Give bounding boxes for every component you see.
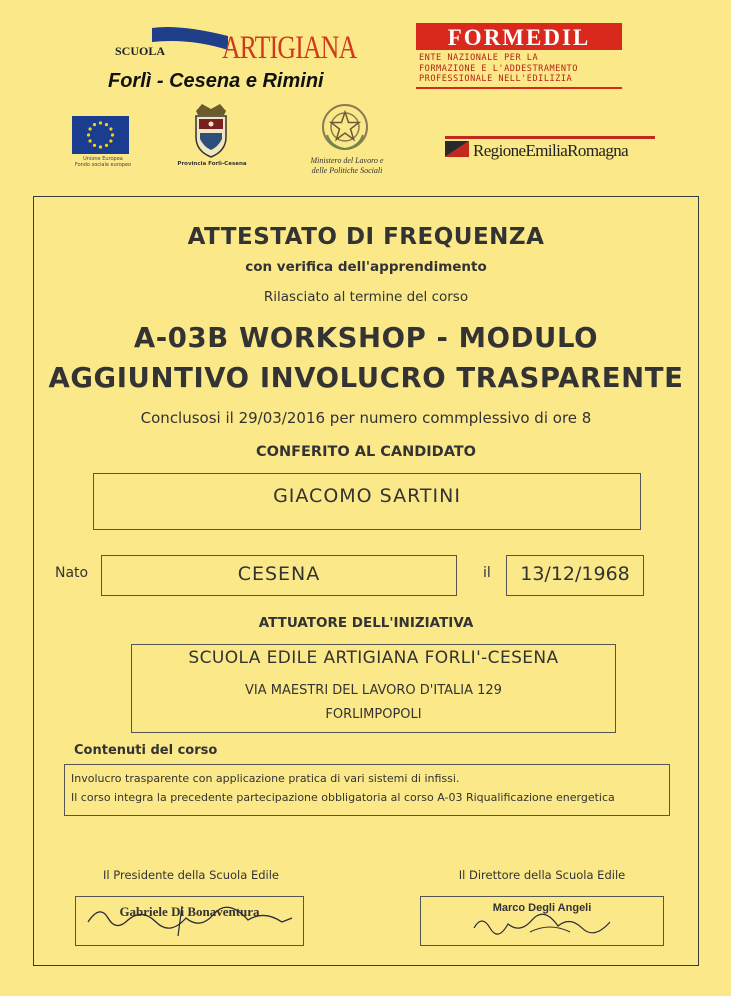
formedil-line-3: PROFESSIONALE NELL'EDILIZIA	[419, 74, 573, 84]
certificate-title: ATTESTATO DI FREQUENZA	[187, 224, 545, 250]
completion-statement: Conclusosi il 29/03/2016 per numero commplessivo di ore 8	[140, 409, 592, 427]
implementer-label: ATTUATORE DELL'INIZIATIVA	[258, 615, 474, 631]
candidate-name: GIACOMO SARTINI	[273, 485, 461, 507]
school-name: SCUOLA EDILE ARTIGIANA FORLI'-CESENA	[188, 648, 559, 668]
issued-statement: Rilasciato al termine del corso	[263, 289, 469, 305]
date-label: il	[483, 565, 491, 581]
formedil-underline	[416, 87, 622, 89]
president-signature-name: Gabriele Di Bonaventura	[119, 904, 260, 919]
logo-word-edile: EDILE	[172, 44, 210, 58]
logo-location: Forlì - Cesena e Rimini	[108, 70, 324, 92]
formedil-subtitle	[419, 53, 622, 85]
ministero-caption-line-1: Ministero del Lavoro e	[310, 156, 384, 165]
certificate-subtitle: con verifica dell'apprendimento	[245, 259, 487, 275]
director-signature-scribble-icon	[470, 908, 620, 938]
formedil-name: FORMEDIL	[447, 25, 591, 50]
course-title-line-1: A-03B WORKSHOP - MODULO	[133, 322, 599, 354]
ministero-caption	[292, 156, 402, 176]
birthplace: CESENA	[237, 563, 321, 585]
contents-line-2: Il corso integra la precedente partecipazione obbligatoria al corso A-03 Riqualificazione energetica	[71, 791, 615, 804]
regione-name: RegioneEmiliaRomagna	[473, 141, 629, 160]
logo-word-scuola: SCUOLA	[115, 44, 166, 58]
president-signature-scribble-icon	[82, 900, 297, 940]
course-title	[33, 318, 699, 398]
regione-rule	[445, 136, 655, 139]
formedil-line-1: ENTE NAZIONALE PER LA	[419, 53, 539, 63]
director-label: Il Direttore della Scuola Edile	[458, 868, 626, 882]
formedil-line-2: FORMAZIONE E L'ADDESTRAMENTO	[419, 63, 578, 74]
eu-caption	[64, 156, 142, 168]
school-address: VIA MAESTRI DEL LAVORO D'ITALIA 129	[245, 683, 502, 698]
provincia-caption: Provincia Forlì-Cesena	[177, 161, 247, 167]
eu-caption-line-1: Unione Europea	[83, 156, 123, 162]
born-label: Nato	[55, 565, 89, 581]
conferred-label: CONFERITO AL CANDIDATO	[255, 444, 477, 460]
logo-word-artigiana: ARTIGIANA	[222, 30, 357, 66]
contents-line-1: Involucro trasparente con applicazione pratica di vari sistemi di infissi.	[71, 772, 460, 785]
provincia-crest-icon	[188, 101, 234, 159]
regione-flag-icon	[445, 141, 469, 157]
president-label: Il Presidente della Scuola Edile	[103, 868, 279, 882]
contents-label: Contenuti del corso	[74, 743, 218, 758]
italian-republic-emblem-icon	[319, 101, 371, 153]
ministero-caption-line-2: delle Politiche Sociali	[311, 166, 383, 175]
eu-flag-icon	[72, 116, 129, 154]
birthdate: 13/12/1968	[520, 563, 630, 585]
school-town: FORLIMPOPOLI	[325, 707, 422, 722]
director-signature-name: Marco Degli Angeli	[492, 902, 592, 914]
eu-stars-icon	[72, 116, 129, 154]
course-title-line-2: AGGIUNTIVO INVOLUCRO TRASPARENTE	[48, 362, 684, 394]
eu-caption-line-2: Fondo sociale europeo	[74, 162, 132, 168]
